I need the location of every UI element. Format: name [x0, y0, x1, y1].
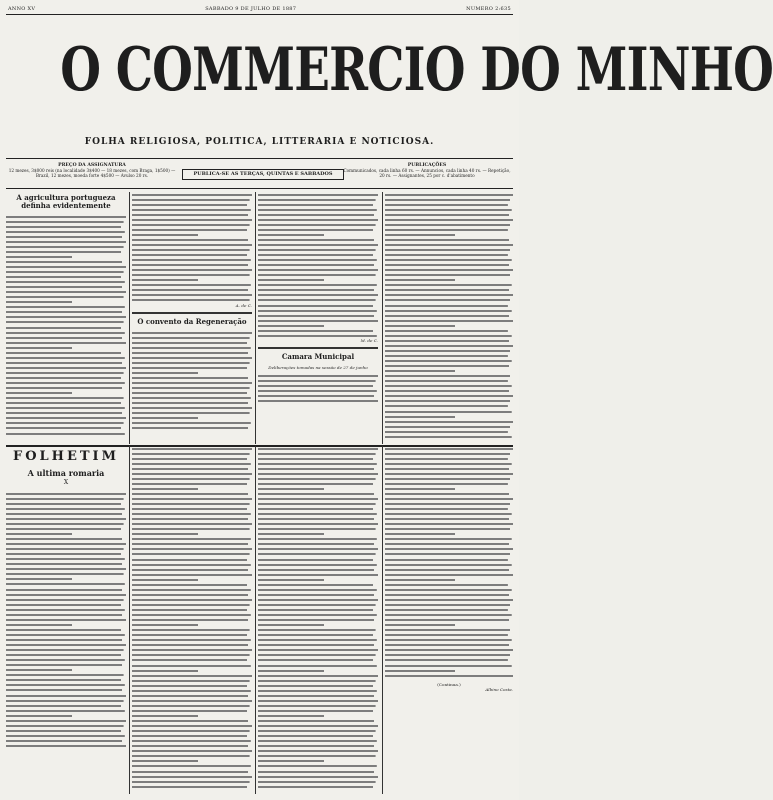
story-text	[385, 446, 513, 678]
story-text	[6, 491, 126, 748]
article-body	[132, 192, 252, 303]
price-box	[6, 163, 178, 179]
column-4	[385, 192, 513, 444]
article-headline: O convento da Regeneração	[137, 317, 247, 327]
folhetim-subtitle: A ultima romaria	[27, 468, 105, 479]
chapter-number: X	[63, 479, 69, 487]
text-line	[385, 673, 513, 678]
folhetim-section	[6, 446, 513, 794]
text-line	[6, 743, 126, 748]
date-label: SABBADO 9 DE JULHO DE 1887	[205, 6, 297, 12]
article-body	[258, 373, 378, 403]
anno-label: ANNO XV	[8, 6, 36, 12]
article-headline: Camara Municipal	[281, 352, 355, 362]
articles-section	[6, 192, 513, 444]
publications-text: Communicados, cada linha 60 rs. — Annuncios, cada linha 40 rs. — Repetição, 20 rs. — Assignantes, 25 por c. d'abatimento	[343, 168, 511, 179]
column-3	[258, 192, 378, 444]
continua-label: (Continua.)	[437, 682, 461, 688]
masthead-info-line	[8, 6, 511, 12]
text-line	[6, 431, 126, 436]
article-body	[132, 330, 252, 431]
folhetim-column-1	[6, 446, 126, 794]
folhetim-title: FOLHETIM	[12, 449, 120, 464]
price-heading: PREÇO DA ASSIGNATURA	[58, 163, 126, 168]
folhetim-column-4	[385, 446, 513, 794]
folhetim-column-3	[258, 446, 378, 794]
article-body	[385, 192, 513, 439]
publications-box	[341, 163, 513, 179]
divider	[258, 347, 378, 349]
newspaper-title: O COMMERCIO DO MINHO	[60, 35, 773, 105]
text-line	[132, 784, 252, 789]
article-headline: A agricultura portugueza definha evidentemente	[16, 193, 116, 210]
text-line	[132, 426, 252, 431]
article-body	[6, 214, 126, 436]
folhetim-column-2	[132, 446, 252, 794]
article-signature: M. de C.	[360, 338, 378, 344]
article-signature: A. de C.	[235, 303, 252, 309]
publications-heading: PUBLICAÇÕES	[407, 163, 447, 168]
text-line	[258, 784, 378, 789]
publication-days: PUBLICA-SE AS TERÇAS, QUINTAS E SABBADOS	[182, 169, 344, 180]
divider	[132, 312, 252, 314]
newspaper-subtitle: FOLHA RELIGIOSA, POLITICA, LITTERARIA E NOTICIOSA.	[84, 137, 435, 147]
price-text: 12 mezes, 3$000 reis (na localidade 3$400 — 18 mezes, com Braga, 1$500) — Brazil, 12 mezes, moeda forte 4$500 — Avulso 20 rs.	[8, 168, 176, 179]
article-body	[258, 192, 378, 338]
column-2	[132, 192, 252, 444]
article-subheading: Deliberações tomadas na sessão de 27 de junho	[268, 365, 368, 371]
divider	[6, 158, 513, 159]
column-1	[6, 192, 126, 444]
story-text	[132, 446, 252, 789]
author-signature: Albino Costa.	[485, 687, 513, 693]
numero-label: NUMERO 2:635	[466, 6, 511, 12]
text-line	[258, 399, 378, 404]
story-text	[258, 446, 378, 789]
text-line	[385, 434, 513, 439]
divider	[6, 188, 513, 189]
info-bar	[6, 163, 513, 187]
divider	[6, 14, 513, 15]
